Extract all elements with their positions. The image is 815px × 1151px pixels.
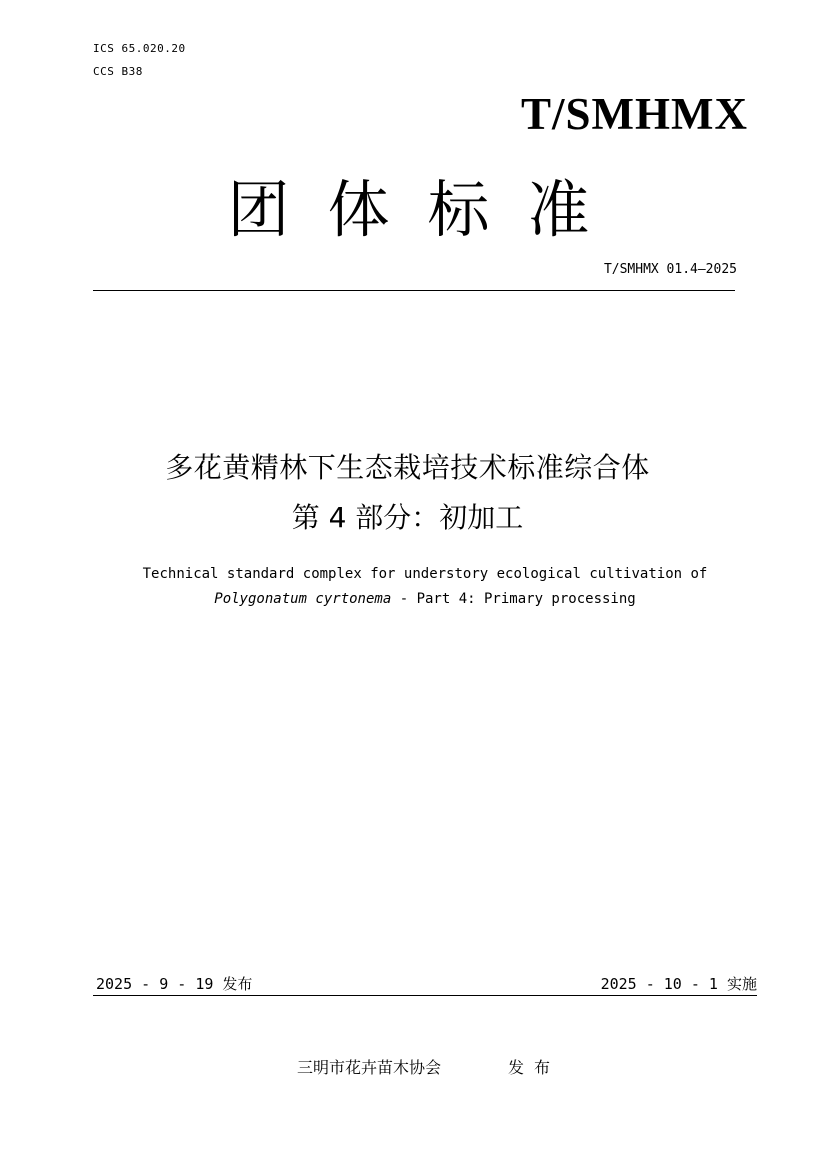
standard-number: T/SMHMX 01.4—2025 bbox=[603, 262, 737, 277]
publish-date: 2025 - 9 - 19 发布 bbox=[96, 975, 253, 993]
organization-code: T/SMHMX bbox=[521, 89, 748, 139]
implement-date: 2025 - 10 - 1 实施 bbox=[600, 975, 757, 993]
english-title-line-2 bbox=[0, 591, 815, 607]
chinese-title-line-1: 多花黄精林下生态栽培技术标准综合体 bbox=[165, 451, 650, 484]
publish-label: 发布 bbox=[508, 1058, 561, 1077]
top-divider bbox=[93, 290, 735, 291]
ics-code: ICS 65.020.20 bbox=[93, 42, 186, 55]
standard-type-heading: 团体标准 bbox=[227, 173, 628, 246]
bottom-divider bbox=[93, 995, 757, 996]
publisher-name: 三明市花卉苗木协会 bbox=[297, 1058, 442, 1077]
species-name: Polygonatum cyrtonema bbox=[214, 591, 392, 607]
ccs-code: CCS B38 bbox=[93, 65, 143, 78]
english-title-line-1: Technical standard complex for understory ecological cultivation of bbox=[142, 566, 708, 582]
english-title-part: - Part 4: Primary processing bbox=[391, 591, 636, 607]
chinese-title-line-2: 第 4 部分：初加工 bbox=[291, 501, 524, 534]
